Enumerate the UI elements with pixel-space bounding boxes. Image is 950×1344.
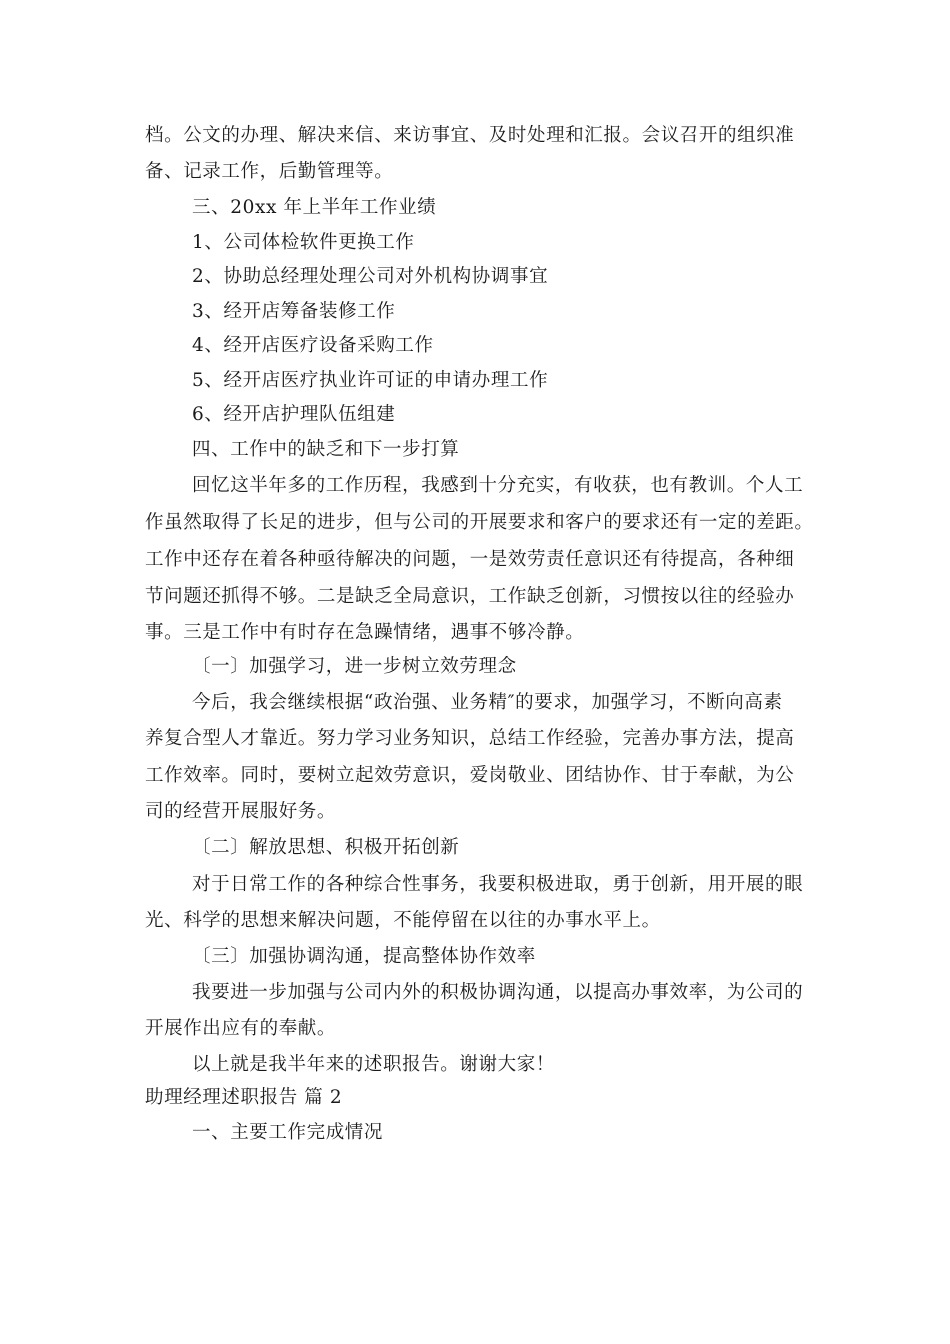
list-item: 6、经开店护理队伍组建 <box>192 404 396 425</box>
closing-line: 以上就是我半年来的述职报告。谢谢大家！ <box>192 1054 555 1075</box>
paragraph-line: 回忆这半年多的工作历程，我感到十分充实，有收获，也有教训。个人工 <box>192 475 804 496</box>
paragraph-line: 工作效率。同时，要树立起效劳意识，爱岗敬业、团结协作、甘于奉献，为公 <box>145 765 795 786</box>
paragraph-line: 节问题还抓得不够。二是缺乏全局意识，工作缺乏创新，习惯按以往的经验办 <box>145 586 795 607</box>
paragraph-line: 开展作出应有的奉献。 <box>145 1018 337 1039</box>
paragraph-line: 我要进一步加强与公司内外的积极协调沟通，以提高办事效率，为公司的 <box>192 982 804 1003</box>
list-item: 3、经开店筹备装修工作 <box>192 301 396 322</box>
list-item: 4、经开店医疗设备采购工作 <box>192 335 434 356</box>
section-heading: 一、主要工作完成情况 <box>192 1122 384 1143</box>
paragraph-line: 今后，我会继续根据“政治强、业务精″的要求，加强学习，不断向高素 <box>192 692 783 713</box>
section-heading: 四、工作中的缺乏和下一步打算 <box>192 439 460 460</box>
document-title: 助理经理述职报告 篇 2 <box>145 1087 343 1108</box>
paragraph-line: 司的经营开展服好务。 <box>145 801 337 822</box>
paragraph-line: 事。三是工作中有时存在急躁情绪，遇事不够冷静。 <box>145 622 585 643</box>
paragraph-line: 工作中还存在着各种亟待解决的问题，一是效劳责任意识还有待提高，各种细 <box>145 549 795 570</box>
paragraph-line: 作虽然取得了长足的进步，但与公司的开展要求和客户的要求还有一定的差距。 <box>145 512 814 533</box>
section-heading: 三、20xx 年上半年工作业绩 <box>192 197 437 218</box>
list-item: 2、协助总经理处理公司对外机构协调事宜 <box>192 266 549 287</box>
paragraph-line: 备、记录工作，后勤管理等。 <box>145 161 394 182</box>
paragraph-line: 光、科学的思想来解决问题，不能停留在以往的办事水平上。 <box>145 910 661 931</box>
list-item: 5、经开店医疗执业许可证的申请办理工作 <box>192 370 549 391</box>
list-item: 1、公司体检软件更换工作 <box>192 232 415 253</box>
subsection-heading: 〔一〕加强学习，进一步树立效劳理念 <box>192 656 517 677</box>
paragraph-line: 养复合型人才靠近。努力学习业务知识，总结工作经验，完善办事方法，提高 <box>145 728 795 749</box>
subsection-heading: 〔二〕解放思想、积极开拓创新 <box>192 837 460 858</box>
paragraph-line: 档。公文的办理、解决来信、来访事宜、及时处理和汇报。会议召开的组织准 <box>145 125 795 146</box>
subsection-heading: 〔三〕加强协调沟通，提高整体协作效率 <box>192 946 536 967</box>
paragraph-line: 对于日常工作的各种综合性事务，我要积极进取，勇于创新，用开展的眼 <box>192 874 804 895</box>
